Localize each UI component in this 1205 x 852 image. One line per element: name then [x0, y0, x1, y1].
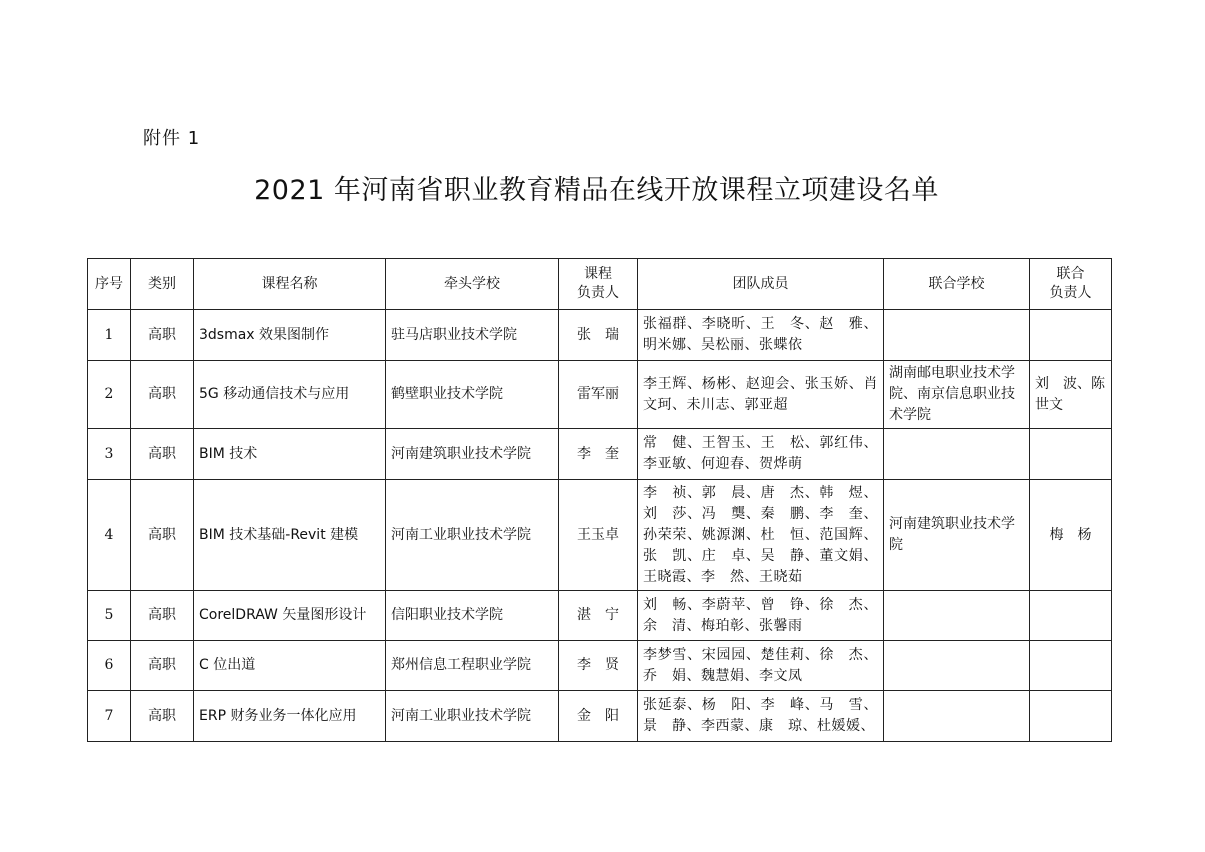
header-partner-person: 联合 负责人	[1030, 259, 1112, 310]
course-list-table	[87, 258, 1112, 742]
cell-lead-school: 河南建筑职业技术学院	[386, 429, 559, 480]
cell-team: 刘 畅、李蔚苹、曾 铮、徐 杰、余 清、梅珀彰、张馨雨	[638, 591, 884, 641]
cell-partner-person	[1030, 591, 1112, 641]
cell-lead-person: 雷军丽	[559, 361, 638, 429]
cell-category: 高职	[131, 429, 194, 480]
cell-course: 5G 移动通信技术与应用	[194, 361, 386, 429]
cell-partner-person	[1030, 641, 1112, 691]
document-title: 2021 年河南省职业教育精品在线开放课程立项建设名单	[254, 175, 939, 206]
cell-course: 3dsmax 效果图制作	[194, 310, 386, 361]
cell-partner-school: 湖南邮电职业技术学院、南京信息职业技术学院	[884, 361, 1030, 429]
cell-lead-school: 河南工业职业技术学院	[386, 480, 559, 591]
cell-partner-school	[884, 691, 1030, 742]
cell-partner-school	[884, 591, 1030, 641]
cell-category: 高职	[131, 361, 194, 429]
table-row	[88, 429, 1112, 480]
cell-team: 李梦雪、宋园园、楚佳莉、徐 杰、乔 娟、魏慧娟、李文凤	[638, 641, 884, 691]
table-row	[88, 361, 1112, 429]
cell-lead-person: 张 瑞	[559, 310, 638, 361]
cell-seq: 7	[88, 691, 131, 742]
cell-category: 高职	[131, 691, 194, 742]
cell-seq: 1	[88, 310, 131, 361]
cell-lead-person: 湛 宁	[559, 591, 638, 641]
cell-seq: 3	[88, 429, 131, 480]
cell-lead-person: 李 奎	[559, 429, 638, 480]
cell-category: 高职	[131, 641, 194, 691]
cell-partner-person	[1030, 429, 1112, 480]
cell-partner-person	[1030, 310, 1112, 361]
cell-seq: 6	[88, 641, 131, 691]
cell-lead-school: 郑州信息工程职业学院	[386, 641, 559, 691]
cell-partner-person	[1030, 691, 1112, 742]
header-lead-person: 课程 负责人	[559, 259, 638, 310]
cell-course: BIM 技术	[194, 429, 386, 480]
cell-seq: 4	[88, 480, 131, 591]
cell-lead-school: 河南工业职业技术学院	[386, 691, 559, 742]
cell-partner-person: 梅 杨	[1030, 480, 1112, 591]
header-category: 类别	[131, 259, 194, 310]
cell-lead-person: 王玉卓	[559, 480, 638, 591]
cell-seq: 5	[88, 591, 131, 641]
cell-course: CorelDRAW 矢量图形设计	[194, 591, 386, 641]
cell-course: C 位出道	[194, 641, 386, 691]
cell-category: 高职	[131, 310, 194, 361]
cell-seq: 2	[88, 361, 131, 429]
cell-team: 常 健、王智玉、王 松、郭红伟、李亚敏、何迎春、贺烨萌	[638, 429, 884, 480]
cell-partner-school	[884, 641, 1030, 691]
header-seq: 序号	[88, 259, 131, 310]
cell-category: 高职	[131, 480, 194, 591]
cell-lead-person: 李 贤	[559, 641, 638, 691]
table-row	[88, 591, 1112, 641]
table-row	[88, 480, 1112, 591]
cell-lead-school: 鹤壁职业技术学院	[386, 361, 559, 429]
table-header-row	[88, 259, 1112, 310]
table-row	[88, 691, 1112, 742]
header-lead-school: 牵头学校	[386, 259, 559, 310]
cell-lead-school: 信阳职业技术学院	[386, 591, 559, 641]
cell-team: 李 祯、郭 晨、唐 杰、韩 煜、刘 莎、冯 龑、秦 鹏、李 奎、孙荣荣、姚源渊、杜 恒、范国辉、张 凯、庄 卓、吴 静、董文娟、王晓霞、李 然、王晓茹	[638, 480, 884, 591]
header-partner-school: 联合学校	[884, 259, 1030, 310]
cell-lead-person: 金 阳	[559, 691, 638, 742]
attachment-label: 附件 1	[143, 128, 201, 149]
cell-team: 李王辉、杨彬、赵迎会、张玉娇、肖文珂、未川志、郭亚超	[638, 361, 884, 429]
cell-team: 张福群、李晓昕、王 冬、赵 雅、明米娜、吴松丽、张蝶依	[638, 310, 884, 361]
cell-lead-school: 驻马店职业技术学院	[386, 310, 559, 361]
cell-course: ERP 财务业务一体化应用	[194, 691, 386, 742]
cell-team: 张延泰、杨 阳、李 峰、马 雪、景 静、李西蒙、康 琼、杜媛媛、	[638, 691, 884, 742]
cell-partner-school	[884, 429, 1030, 480]
cell-partner-school: 河南建筑职业技术学院	[884, 480, 1030, 591]
cell-category: 高职	[131, 591, 194, 641]
table-row	[88, 641, 1112, 691]
table-row	[88, 310, 1112, 361]
header-course: 课程名称	[194, 259, 386, 310]
header-team: 团队成员	[638, 259, 884, 310]
cell-course: BIM 技术基础-Revit 建模	[194, 480, 386, 591]
cell-partner-person: 刘 波、陈世文	[1030, 361, 1112, 429]
cell-partner-school	[884, 310, 1030, 361]
